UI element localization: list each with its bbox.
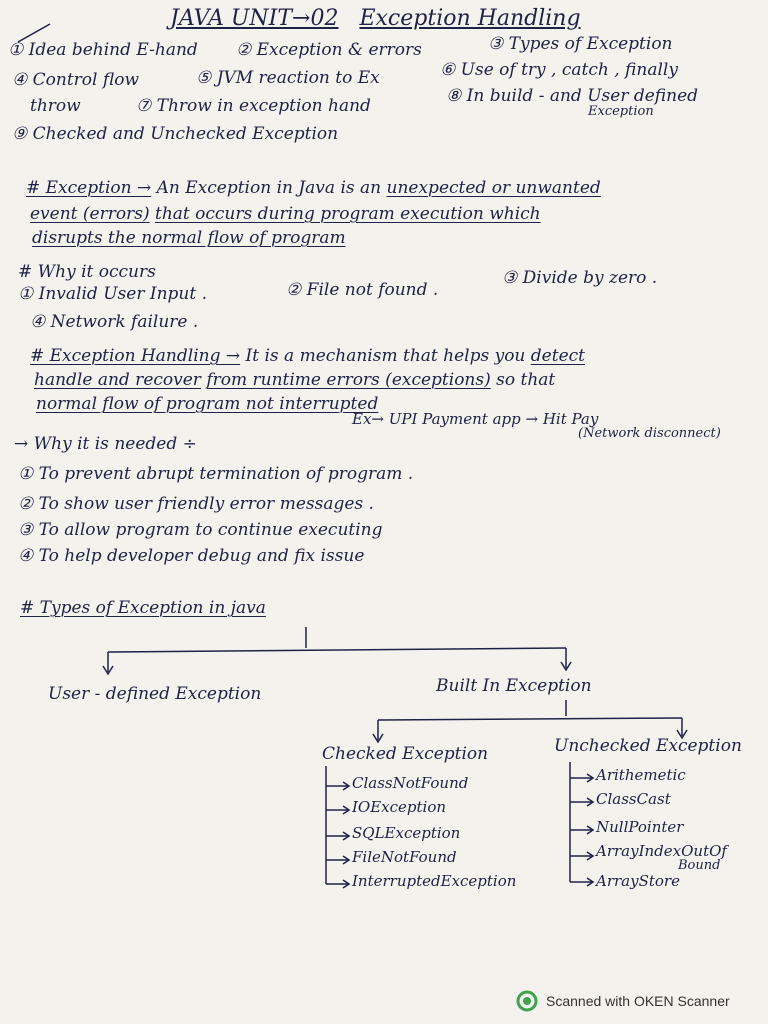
exc-handling-line2 [34,370,555,390]
needed-item-1: ① To prevent abrupt termination of program . [18,464,414,484]
unchecked-leaf-2: ClassCast [596,790,671,808]
needed-item-2: ② To show user friendly error messages . [18,494,374,514]
exc-handling-runtime: from runtime errors (exceptions) [206,370,491,390]
title-main: JAVA UNIT→02 [170,6,339,31]
why-needed-heading: → Why it is needed ÷ [14,434,197,454]
user-defined-node: User - defined Exception [48,684,262,704]
oken-logo-icon [516,990,538,1012]
why-occurs-heading: # Why it occurs [18,262,156,282]
unchecked-leaf-4: ArrayIndexOutOf [596,842,727,860]
unchecked-leaf-1: Arithemetic [596,766,686,784]
exc-handling-text: It is a mechanism that helps you [245,346,526,366]
exception-def-during: that occurs during program execution which [154,204,541,224]
types-heading: # Types of Exception in java [20,598,266,618]
occurs-item-4: ④ Network failure . [30,312,199,332]
exc-handling-handle: handle and recover [34,370,201,390]
exc-handling-example: Ex→ UPI Payment app → Hit Pay [352,410,599,428]
checked-leaf-4: FileNotFound [352,848,457,866]
exception-def-event: event (errors) [30,204,150,224]
scanner-watermark [516,990,730,1012]
exc-handling-sothat: so that [496,370,556,390]
checked-leaf-1: ClassNotFound [352,774,469,792]
exception-def-highlight: unexpected or unwanted [386,178,601,198]
exception-def-line3: disrupts the normal flow of program [32,228,346,248]
occurs-item-2: ② File not found . [286,280,439,300]
toc-item-5: ⑤ JVM reaction to Ex [196,68,380,88]
toc-item-2: ② Exception & errors [236,40,422,60]
occurs-item-1: ① Invalid User Input . [18,284,207,304]
exception-def-line2 [30,204,541,224]
exc-handling-example-note: (Network disconnect) [578,426,721,441]
exc-handling-label: # Exception Handling → [30,346,241,366]
checked-leaf-3: SQLException [352,824,461,842]
toc-item-4: ④ Control flow [12,70,139,90]
toc-item-3: ③ Types of Exception [488,34,673,54]
unchecked-leaf-3: NullPointer [596,818,684,836]
toc-item-8-extra: Exception [588,104,654,119]
unchecked-node: Unchecked Exception [554,736,742,756]
unchecked-leaf-5: ArrayStore [596,872,680,890]
checked-leaf-5: InterruptedException [352,872,517,890]
toc-item-6: ⑥ Use of try , catch , finally [440,60,678,80]
exc-handling-line3: normal flow of program not interrupted [36,394,379,414]
unchecked-leaf-4-note: Bound [678,858,721,873]
built-in-node: Built In Exception [436,676,592,696]
exception-label: # Exception → [26,178,152,198]
needed-item-4: ④ To help developer debug and fix issue [18,546,365,566]
toc-item-7: ⑦ Throw in exception hand [136,96,371,116]
needed-item-3: ③ To allow program to continue executing [18,520,383,540]
exc-handling-line1 [30,346,585,366]
page-title [170,6,581,31]
toc-item-1: ① Idea behind E-hand [8,40,198,60]
scanner-text: Scanned with OKEN Scanner [546,993,730,1009]
checked-node: Checked Exception [322,744,489,764]
occurs-item-3: ③ Divide by zero . [502,268,658,288]
exception-def-text: An Exception in Java is an [156,178,382,198]
toc-item-9: ⑨ Checked and Unchecked Exception [12,124,339,144]
exception-def-line1 [26,178,601,198]
toc-item-8: ⑧ In build - and User defined [446,86,699,106]
toc-item-throw: throw [30,96,81,116]
title-sub: Exception Handling [359,6,581,31]
exc-handling-detect: detect [530,346,585,366]
checked-leaf-2: IOException [352,798,447,816]
